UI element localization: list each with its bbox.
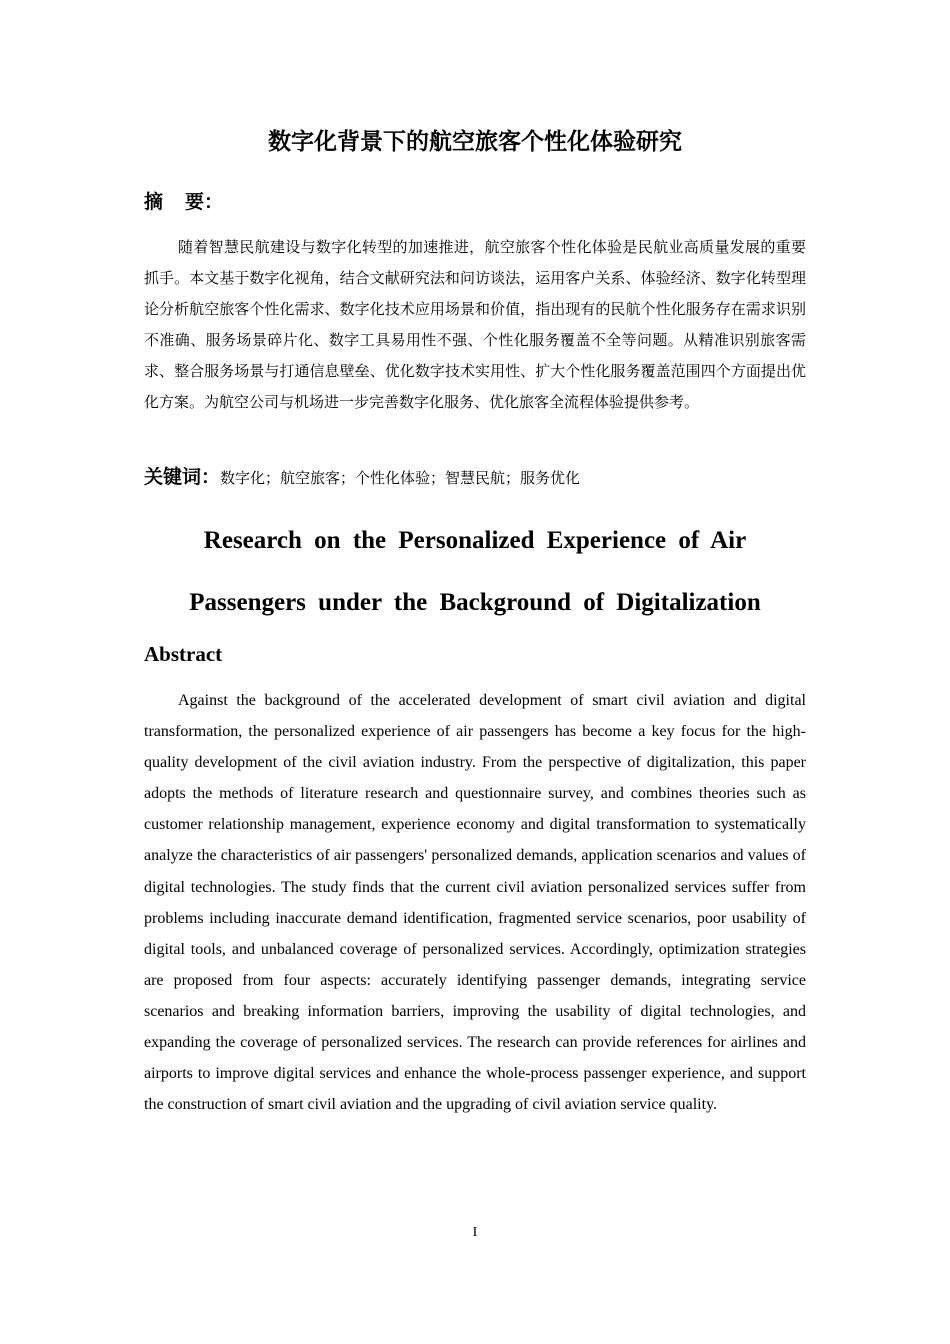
- english-title-line-2: Passengers under the Background of Digitalization: [189, 589, 761, 616]
- chinese-keywords-label: 关键词：: [144, 466, 221, 488]
- chinese-keywords-value: 数字化；航空旅客；个性化体验；智慧民航；服务优化: [220, 469, 581, 487]
- chinese-title: 数字化背景下的航空旅客个性化体验研究: [268, 129, 682, 155]
- page-number: I: [472, 1225, 478, 1240]
- english-abstract-body: Against the background of the accelerated development of smart civil aviation and digital transformation, the personalized experience of air passengers has become a key focus for the high-quality development of the civil aviation industry. From the perspective of digitalization, this paper adopts the methods of literature research and questionnaire survey, and combines theories such as customer relationship management, experience economy and digital transformation to systematically analyze the characteristics of air passengers' personalized demands, application scenarios and values of digital technologies. The study finds that the current civil aviation personalized services suffer from problems including inaccurate demand identification, fragmented service scenarios, poor usability of digital tools, and unbalanced coverage of personalized services. Accordingly, optimization strategies are proposed from four aspects: accurately identifying passenger demands, integrating service scenarios and breaking information barriers, improving the usability of digital technologies, and expanding the coverage of personalized services. The research can provide references for airlines and airports to improve digital services and enhance the whole-process passenger experience, and support the construction of smart civil aviation and the upgrading of civil aviation service quality.: [144, 692, 806, 1114]
- english-title-line-1: Research on the Personalized Experience of Air: [203, 527, 747, 554]
- english-abstract-heading: Abstract: [144, 642, 223, 666]
- english-title: [144, 510, 806, 634]
- chinese-abstract-heading: [144, 188, 223, 216]
- chinese-abstract-label-2: 要：: [185, 191, 224, 213]
- chinese-abstract-body: 随着智慧民航建设与数字化转型的加速推进，航空旅客个性化体验是民航业高质量发展的重要抓手。本文基于数字化视角，结合文献研究法和问访谈法，运用客户关系、体验经济、数字化转型理论分析航空旅客个性化需求、数字化技术应用场景和价值，指出现有的民航个性化服务存在需求识别不准确、服务场景碎片化、数字工具易用性不强、个性化服务覆盖不全等问题。从精准识别旅客需求、整合服务场景与打通信息壁垒、优化数字技术实用性、扩大个性化服务覆盖范围四个方面提出优化方案。为航空公司与机场进一步完善数字化服务、优化旅客全流程体验提供参考。: [144, 238, 806, 411]
- chinese-keywords: [144, 462, 580, 494]
- chinese-abstract-label-1: 摘: [144, 191, 164, 213]
